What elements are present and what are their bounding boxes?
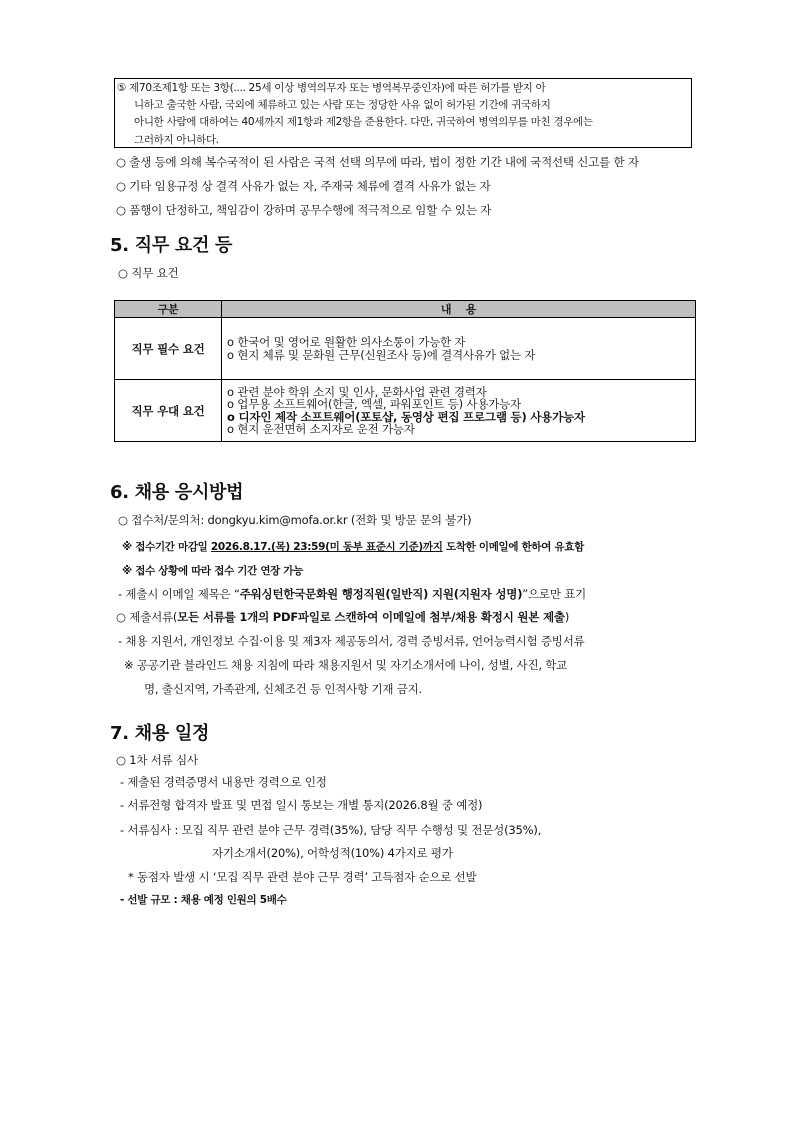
blind-hiring-note-line-1: ※ 공공기관 블라인드 채용 지침에 따라 채용지원서 및 자기소개서에 나이, 성별, 사진, 학교 — [124, 658, 568, 672]
requirement-item: o 현지 운전면허 소지자로 운전 가능자 — [227, 422, 415, 436]
table-row-category: 직무 필수 요건 — [115, 318, 222, 380]
docs-prefix: ○ 제출서류( — [116, 610, 178, 624]
note-line-4: 그러하지 아니하다. — [134, 134, 219, 146]
schedule-stage: ○ 1차 서류 심사 — [116, 753, 198, 767]
tie-breaker-note: * 동점자 발생 시 ‘모집 직무 관련 분야 근무 경력’ 고득점자 순으로 선발 — [128, 870, 477, 884]
table-row — [115, 318, 696, 380]
schedule-item: - 서류심사 : 모집 직무 관련 분야 근무 경력(35%), 담당 직무 수행성 및 전문성(35%), — [120, 823, 542, 837]
note-line-1: ⑤ 제70조제1항 또는 3항(.... 25세 이상 병역의무자 또는 병역복무중인자)에 따른 허가를 받지 아 — [117, 82, 546, 94]
requirement-item-highlight: o 디자인 제작 소프트웨어(포토샵, 동영상 편집 프로그램 등) 사용가능자 — [227, 409, 585, 424]
table-header-row — [115, 301, 696, 318]
schedule-item: - 서류전형 합격자 발표 및 면접 일시 통보는 개별 통지(2026.8월 중 예정) — [120, 798, 483, 812]
note-line-3: 아니한 사람에 대하여는 40세까지 제1항과 제2항을 준용한다. 다만, 귀국하여 병역의무를 마친 경우에는 — [134, 116, 593, 128]
selection-scale: - 선발 규모 : 채용 예정 인원의 5배수 — [120, 894, 287, 906]
table-header-category: 구분 — [115, 301, 222, 318]
table-header-content: 내 용 — [222, 301, 696, 318]
job-requirements-table — [114, 300, 696, 442]
requirement-item: o 현지 체류 및 문화원 근무(신원조사 등)에 결격사유가 없는 자 — [227, 347, 536, 362]
blind-hiring-note-line-2: 명, 출신지역, 가족관계, 신체조건 등 인적사항 기재 금지. — [144, 682, 423, 696]
qualification-item: ○ 기타 임용규정 상 결격 사유가 없는 자, 주재국 체류에 결격 사유가 없는 자 — [116, 179, 491, 193]
requirement-item: o 관련 분야 학위 소지 및 인사, 문화사업 관련 경력자 — [227, 384, 487, 399]
note-line-2: 니하고 출국한 사람, 국외에 체류하고 있는 사람 또는 정당한 사유 없이 허가된 기간에 귀국하지 — [134, 99, 551, 111]
table-row-content — [222, 318, 696, 380]
section-5-heading: 5. 직무 요건 등 — [110, 235, 233, 256]
schedule-item-continued: 자기소개서(20%), 어학성적(10%) 4가지로 평가 — [212, 846, 453, 860]
subject-bold: 주워싱턴한국문화원 행정직원(일반직) 지원(지원자 성명) — [239, 587, 523, 601]
requirement-item: o 업무용 소프트웨어(한글, 엑셀, 파워포인트 등) 사용가능자 — [227, 397, 521, 411]
documents-line — [116, 609, 569, 625]
deadline-suffix: 도착한 이메일에 한하여 유효함 — [442, 541, 585, 553]
documents-list: - 채용 지원서, 개인정보 수집·이용 및 제3자 제공동의서, 경력 증빙서류, 언어능력시험 증빙서류 — [118, 634, 585, 648]
requirement-item: o 한국어 및 영어로 원활한 의사소통이 가능한 자 — [227, 335, 466, 349]
docs-bold: 모든 서류를 1개의 PDF파일로 스캔하여 이메일에 첨부/채용 확정시 원본 제출 — [177, 610, 565, 624]
table-row — [115, 380, 696, 442]
schedule-item: - 제출된 경력증명서 내용만 경력으로 인정 — [120, 775, 327, 789]
email-subject-line — [118, 586, 586, 602]
subject-prefix: - 제출시 이메일 제목은 “ — [118, 587, 240, 601]
section-6-heading: 6. 채용 응시방법 — [110, 482, 244, 503]
deadline-note — [122, 539, 584, 554]
table-row-content — [222, 380, 696, 442]
contact-line: ○ 접수처/문의처: dongkyu.kim@mofa.or.kr (전화 및 방문 문의 불가) — [118, 513, 472, 527]
deadline-prefix: ※ 접수기간 마감일 — [122, 541, 211, 553]
table-row-category: 직무 우대 요건 — [115, 380, 222, 442]
qualification-item: ○ 품행이 단정하고, 책임감이 강하며 공무수행에 적극적으로 임할 수 있는 자 — [116, 203, 492, 217]
extension-note: ※ 접수 상황에 따라 접수 기간 연장 가능 — [122, 565, 304, 577]
qualification-item: ○ 출생 등에 의해 복수국적이 된 사람은 국적 선택 의무에 따라, 법이 정한 기간 내에 국적선택 신고를 한 자 — [116, 155, 639, 169]
deadline-date: 2026.8.17.(목) 23:59(미 동부 표준시 기준)까지 — [210, 541, 443, 553]
section-5-subtitle: ○ 직무 요건 — [118, 266, 179, 280]
section-7-heading: 7. 채용 일정 — [110, 723, 210, 744]
subject-suffix: ”으로만 표기 — [522, 587, 587, 601]
docs-suffix: ) — [564, 610, 570, 624]
